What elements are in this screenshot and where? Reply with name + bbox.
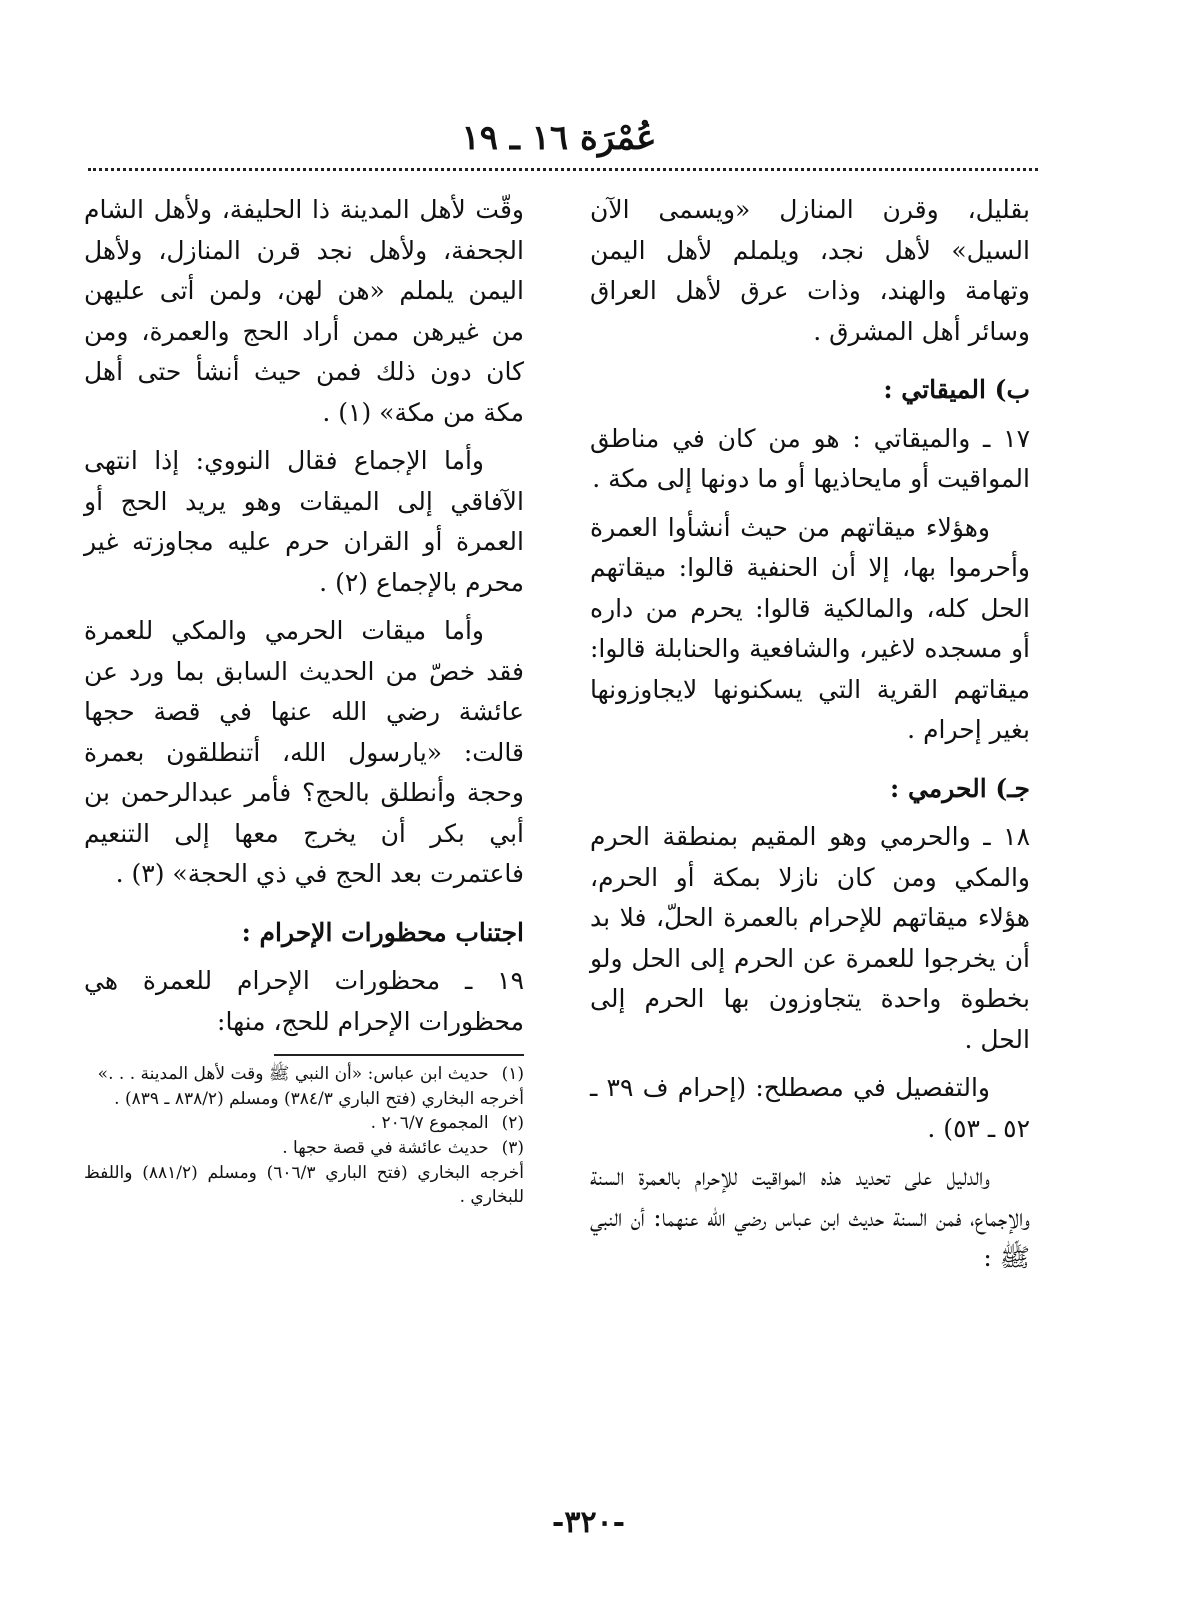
footnote-1-text: حديث ابن عباس: «أن النبي ﷺ وقت لأهل المدينة . . .»	[97, 1064, 489, 1084]
page-title: عُمْرَة ١٦ ـ ١٩	[461, 118, 657, 158]
right-paragraph-3: وهؤلاء ميقاتهم من حيث أنشأوا العمرة وأحرموا بها، إلا أن الحنفية قالوا: ميقاتهم الحل كله، والمالكية قالوا: يحرم من داره أو مسجده لاغير، والشافعية والحنابلة قالوا: ميقاتهم القرية التي يسكنونها لايجاوزونها بغير إحرام .	[590, 512, 1030, 744]
footnote-1-source: أخرجه البخاري (فتح الباري ٣٨٤/٣) ومسلم (٨٣٨/٢ ـ ٨٣٩) .	[114, 1088, 524, 1109]
footnote-2	[84, 1111, 524, 1136]
left-column	[84, 190, 524, 1210]
page-header	[80, 118, 1038, 159]
footnote-2-number: (٢)	[501, 1113, 524, 1134]
right-paragraph-5: والتفصيل في مصطلح: (إحرام ف ٣٩ ـ ٥٢ ـ ٥٣) .	[590, 1073, 1030, 1143]
left-paragraph-1: وقّت لأهل المدينة ذا الحليفة، ولأهل الشام الجحفة، ولأهل نجد قرن المنازل، ولأهل اليمن يلملم «هن لهن، ولمن أتى عليهن من غيرهن ممن أراد الحج والعمرة، ومن كان دون ذلك فمن حيث أنشأ حتى أهل مكة من مكة» (١) .	[84, 195, 524, 427]
right-paragraph-2: ١٧ ـ والميقاتي : هو من كان في مناطق المواقيت أو مايحاذيها أو ما دونها إلى مكة .	[590, 423, 1030, 493]
footnote-1-number: (١)	[501, 1064, 524, 1084]
footnotes	[84, 1062, 524, 1210]
footnote-3-source: أخرجه البخاري (فتح الباري ٦٠٦/٣) ومسلم (٨٨١/٢) واللفظ للبخاري .	[84, 1162, 524, 1208]
right-paragraph-1: بقليل، وقرن المنازل «ويسمى الآن السيل» لأهل نجد، ويلملم لأهل اليمن وتهامة والهند، وذات عرق لأهل العراق وسائر أهل المشرق .	[590, 195, 1030, 346]
left-paragraph-4: ١٩ ـ محظورات الإحرام للعمرة هي محظورات الإحرام للحج، منها:	[84, 966, 524, 1036]
header-divider	[88, 168, 1038, 171]
right-column	[590, 190, 1030, 1287]
footnote-divider	[274, 1054, 524, 1056]
section-heading-prohibitions: اجتناب محظورات الإحرام :	[241, 917, 524, 947]
section-heading-b: ب) الميقاتي :	[883, 375, 1030, 404]
right-paragraph-6: والدليل على تحديد هذه المواقيت للإحرام بالعمرة السنة والإجماع، فمن السنة حديث ابن عباس رضي الله عنهما: أن النبي ﷺ :	[590, 1162, 1030, 1272]
footnote-1	[84, 1062, 524, 1087]
left-paragraph-2: وأما الإجماع فقال النووي: إذا انتهى الآفاقي إلى الميقات وهو يريد الحج أو العمرة أو القران حرم عليه مجاوزته غير محرم بالإجماع (٢) .	[84, 446, 524, 597]
footnote-3-number: (٣)	[501, 1137, 524, 1158]
section-heading-c: جـ) الحرمي :	[890, 773, 1030, 803]
page-number: -٣٢٠-	[551, 1505, 626, 1540]
left-paragraph-3: وأما ميقات الحرمي والمكي للعمرة فقد خصّ من الحديث السابق بما ورد عن عائشة رضي الله عنها في قصة حجها قالت: «يارسول الله، أتنطلقون بعمرة وحجة وأنطلق بالحج؟ فأمر عبدالرحمن بن أبي بكر أن يخرج معها إلى التنعيم فاعتمرت بعد الحج في ذي الحجة» (٣) .	[84, 616, 524, 888]
right-paragraph-4: ١٨ ـ والحرمي وهو المقيم بمنطقة الحرم والمكي ومن كان نازلا بمكة أو الحرم، هؤلاء ميقاتهم للإحرام بالعمرة الحلّ، فلا بد أن يخرجوا للعمرة عن الحرم إلى الحل ولو بخطوة واحدة يتجاوزون بها الحرم إلى الحل .	[590, 822, 1030, 1054]
footnote-3-text: حديث عائشة في قصة حجها .	[282, 1137, 489, 1158]
footnote-3	[84, 1136, 524, 1161]
footnote-2-text: المجموع ٢٠٦/٧ .	[370, 1113, 489, 1134]
